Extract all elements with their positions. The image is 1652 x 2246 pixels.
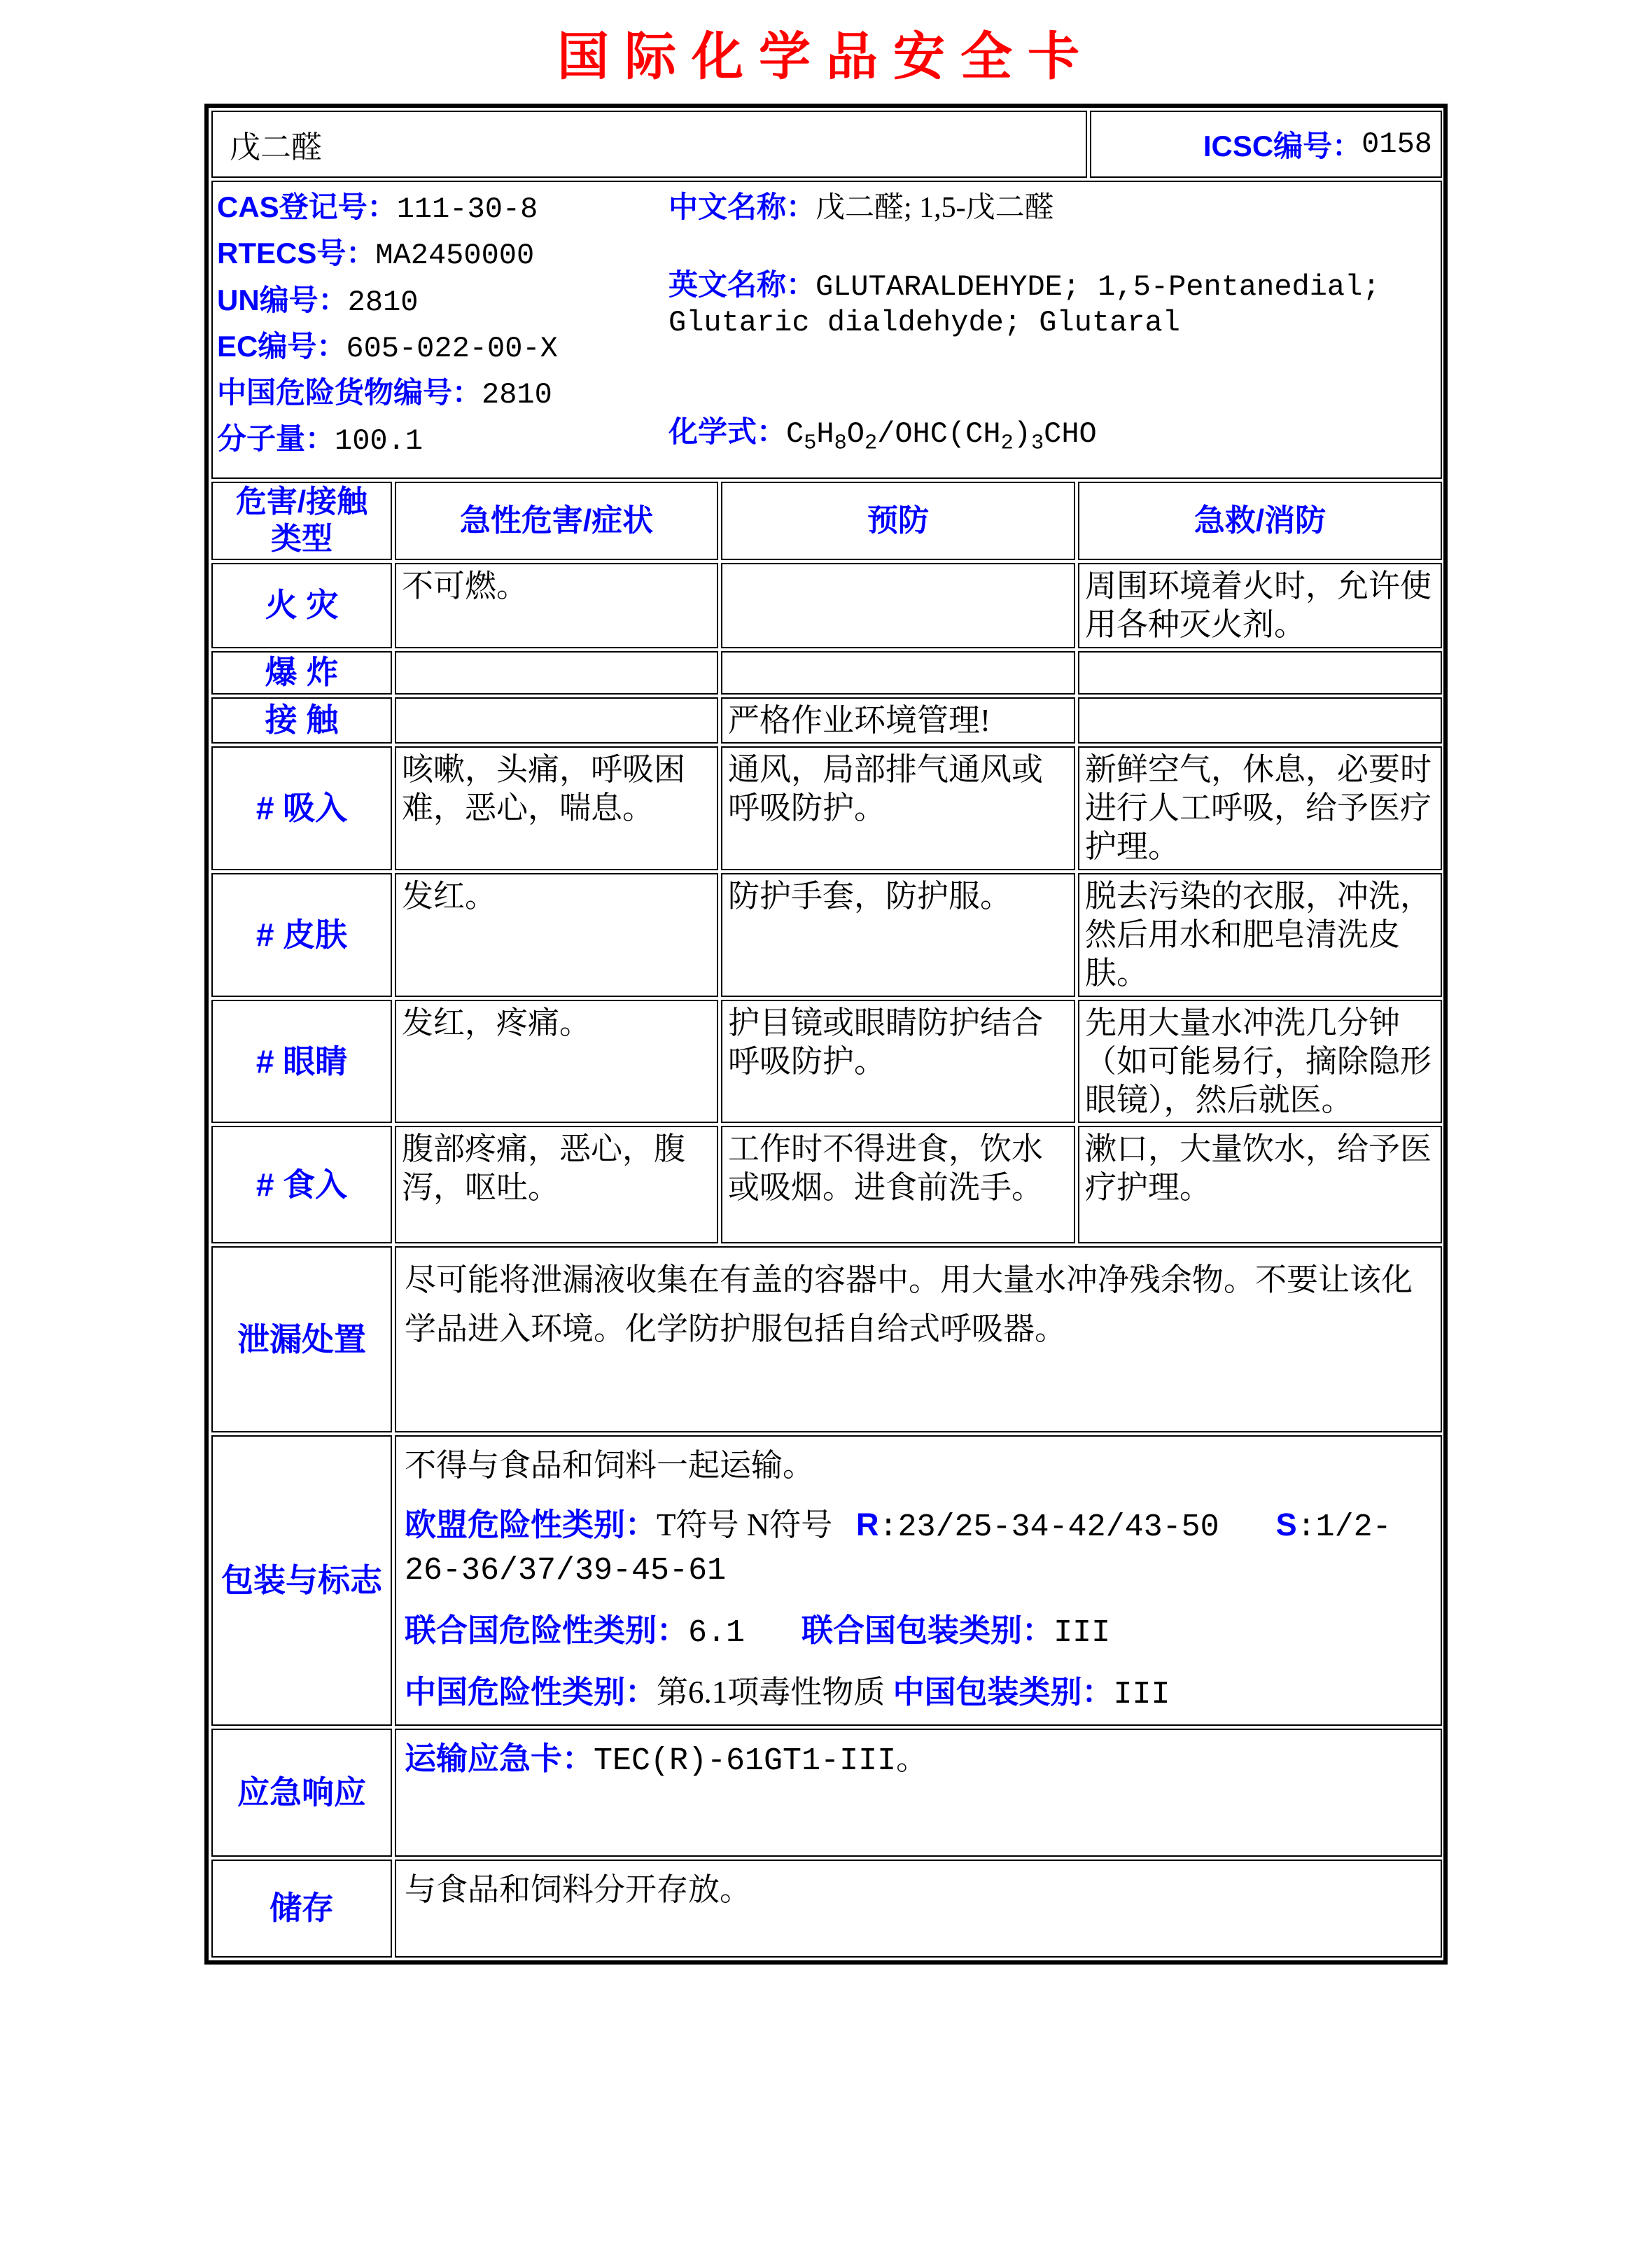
eyes-firstaid: 先用大量水冲洗几分钟（如可能易行，摘除隐形眼镜），然后就医。 [1078,1000,1442,1124]
china-dg-number-value: 2810 [482,378,552,412]
cn-class-value: 第6.1项毒性物质 [657,1675,893,1710]
r-phrases-value: :23/25-34-42/43-50 [878,1509,1276,1545]
fire-row [211,563,1441,648]
emergency-row [211,1729,1441,1857]
names-column [668,190,1436,469]
eyes-hazards: 发红，疼痛。 [395,1000,718,1124]
inhalation-hazards: 咳嗽，头痛，呼吸困难，恶心，喘息。 [395,746,718,870]
explosion-firstaid [1078,651,1442,695]
rtecs-number-label: RTECS号： [217,237,376,270]
un-number-label: UN编号： [217,283,348,316]
row-label-exposure: 接 触 [211,697,392,744]
col-header-hazard-type [211,482,392,560]
un-pack-group-value: III [1054,1614,1111,1651]
page-title: 国际化学品安全卡 [557,27,1095,85]
formula-value: $C_5H_8O_2/OHC(CH_2)_3CHO$ [786,417,1097,456]
icsc-number-value: 0158 [1362,127,1432,161]
packaging-un-line [405,1610,1432,1654]
row-label-emergency: 应急响应 [211,1729,392,1857]
inhalation-firstaid: 新鲜空气，休息，必要时进行人工呼吸，给予医疗护理。 [1078,746,1442,870]
s-phrases-label: S [1275,1506,1297,1542]
explosion-prevention [721,651,1075,695]
transport-emergency-card-label: 运输应急卡： [405,1740,594,1776]
un-class-label: 联合国危险性类别： [405,1612,689,1648]
english-name-value: GLUTARALDEHYDE; 1,5-Pentanedial; Glutaric dialdehyde; Glutaral [668,270,1398,340]
exposure-firstaid [1078,697,1442,744]
spillage-text: 尽可能将泄漏液收集在有盖的容器中。用大量水冲净残余物。不要让该化学品进入环境。化学防护服包括自给式呼吸器。 [405,1262,1413,1347]
exposure-hazards [395,697,718,744]
exposure-row [211,697,1441,744]
cas-number-label: CAS登记号： [217,190,397,223]
hazard-header-row [211,482,1441,560]
registry-numbers-column [217,190,668,469]
col-header-firstaid-firefighting: 急救/消防 [1078,482,1442,560]
s-phrases-value: :1/2-26-36/37/39-45-61 [405,1509,1392,1589]
row-label-spillage: 泄漏处置 [211,1246,392,1432]
formula-label: 化学式： [668,414,787,448]
row-label-inhalation: # 吸入 [211,746,392,870]
ingestion-prevention: 工作时不得进食，饮水或吸烟。进食前洗手。 [721,1126,1075,1243]
packaging-eu-line [405,1505,1432,1592]
r-phrases-label: R [856,1506,879,1542]
molecular-weight-line [217,422,668,458]
col-header-acute-hazards: 急性危害/症状 [395,482,718,560]
storage-row [211,1860,1441,1958]
row-label-packaging: 包装与标志 [211,1435,392,1726]
ingestion-firstaid: 漱口，大量饮水，给予医疗护理。 [1078,1126,1442,1243]
spillage-content [395,1246,1442,1432]
packaging-content [395,1435,1442,1726]
molecular-weight-label: 分子量： [217,422,335,456]
eyes-row [211,1000,1441,1124]
ec-number-label: EC编号： [217,329,346,363]
fire-prevention [721,563,1075,648]
explosion-row [211,651,1441,695]
storage-text: 与食品和饲料分开存放。 [405,1871,752,1907]
cn-pack-group-value: III [1113,1677,1170,1713]
skin-prevention: 防护手套，防护服。 [721,873,1075,997]
ec-number-value: 605-022-00-X [346,331,558,365]
eu-class-label: 欧盟危险性类别： [405,1506,657,1542]
transport-emergency-card-value: TEC(R)-61GT1-III。 [594,1743,928,1779]
chemical-name: 戊二醛 [230,130,322,165]
chinese-name-value: 戊二醛; 1,5-戊二醛 [816,192,1054,224]
chinese-name-line [668,190,1436,225]
packaging-transport-note: 不得与食品和饲料一起运输。 [405,1448,815,1484]
china-dg-number-line [217,376,668,412]
fire-firstaid: 周围环境着火时，允许使用各种灭火剂。 [1078,563,1442,648]
un-number-line [217,284,668,319]
english-name-label: 英文名称： [668,268,816,302]
row-label-eyes: # 眼睛 [211,1000,392,1124]
icsc-number-cell [1090,111,1442,178]
identifiers-row [211,181,1441,479]
transport-emergency-card-line [405,1738,1432,1783]
identifiers-cell [211,181,1442,479]
fire-hazards: 不可燃。 [395,563,718,648]
hazard-type-header-line1: 危害/接触 [235,484,368,519]
formula-line [668,414,1436,456]
eu-class-value: T符号 N符号 [657,1507,857,1542]
hazard-type-header-line2: 类型 [271,521,332,556]
english-name-line [668,268,1436,340]
row-label-ingestion: # 食入 [211,1126,392,1243]
explosion-hazards [395,651,718,695]
ingestion-hazards: 腹部疼痛，恶心，腹泻，呕吐。 [395,1126,718,1243]
icsc-number-label: ICSC编号： [1203,130,1362,162]
exposure-prevention: 严格作业环境管理! [721,697,1075,744]
chinese-name-label: 中文名称： [668,190,816,223]
row-label-skin: # 皮肤 [211,873,392,997]
col-header-prevention: 预防 [721,482,1075,560]
chemical-name-cell [211,111,1087,178]
un-number-value: 2810 [347,285,419,319]
cn-pack-group-label: 中国包装类别： [892,1674,1114,1710]
cn-class-label: 中国危险性类别： [405,1674,657,1710]
packaging-row [211,1435,1441,1726]
skin-row [211,873,1441,997]
cas-number-value: 111-30-8 [396,193,538,226]
ec-number-line [217,330,668,365]
cas-number-line [217,190,668,226]
row-label-explosion: 爆 炸 [211,651,392,695]
eyes-prevention: 护目镜或眼睛防护结合呼吸防护。 [721,1000,1075,1124]
un-class-value: 6.1 [688,1614,802,1651]
name-row [211,111,1441,178]
packaging-cn-line [405,1672,1432,1716]
skin-firstaid: 脱去污染的衣服，冲洗，然后用水和肥皂清洗皮肤。 [1078,873,1442,997]
inhalation-prevention: 通风，局部排气通风或呼吸防护。 [721,746,1075,870]
row-label-fire: 火 灾 [211,563,392,648]
rtecs-number-line [217,237,668,272]
storage-content [395,1860,1442,1958]
un-pack-group-label: 联合国包装类别： [802,1612,1054,1648]
rtecs-number-value: MA2450000 [375,239,535,273]
spillage-row [211,1246,1441,1432]
molecular-weight-value: 100.1 [335,424,424,459]
ingestion-row [211,1126,1441,1243]
inhalation-row [211,746,1441,870]
emergency-content [395,1729,1442,1857]
china-dg-number-label: 中国危险货物编号： [217,376,482,410]
safety-card [204,104,1448,1965]
row-label-storage: 储存 [211,1860,392,1958]
skin-hazards: 发红。 [395,873,718,997]
